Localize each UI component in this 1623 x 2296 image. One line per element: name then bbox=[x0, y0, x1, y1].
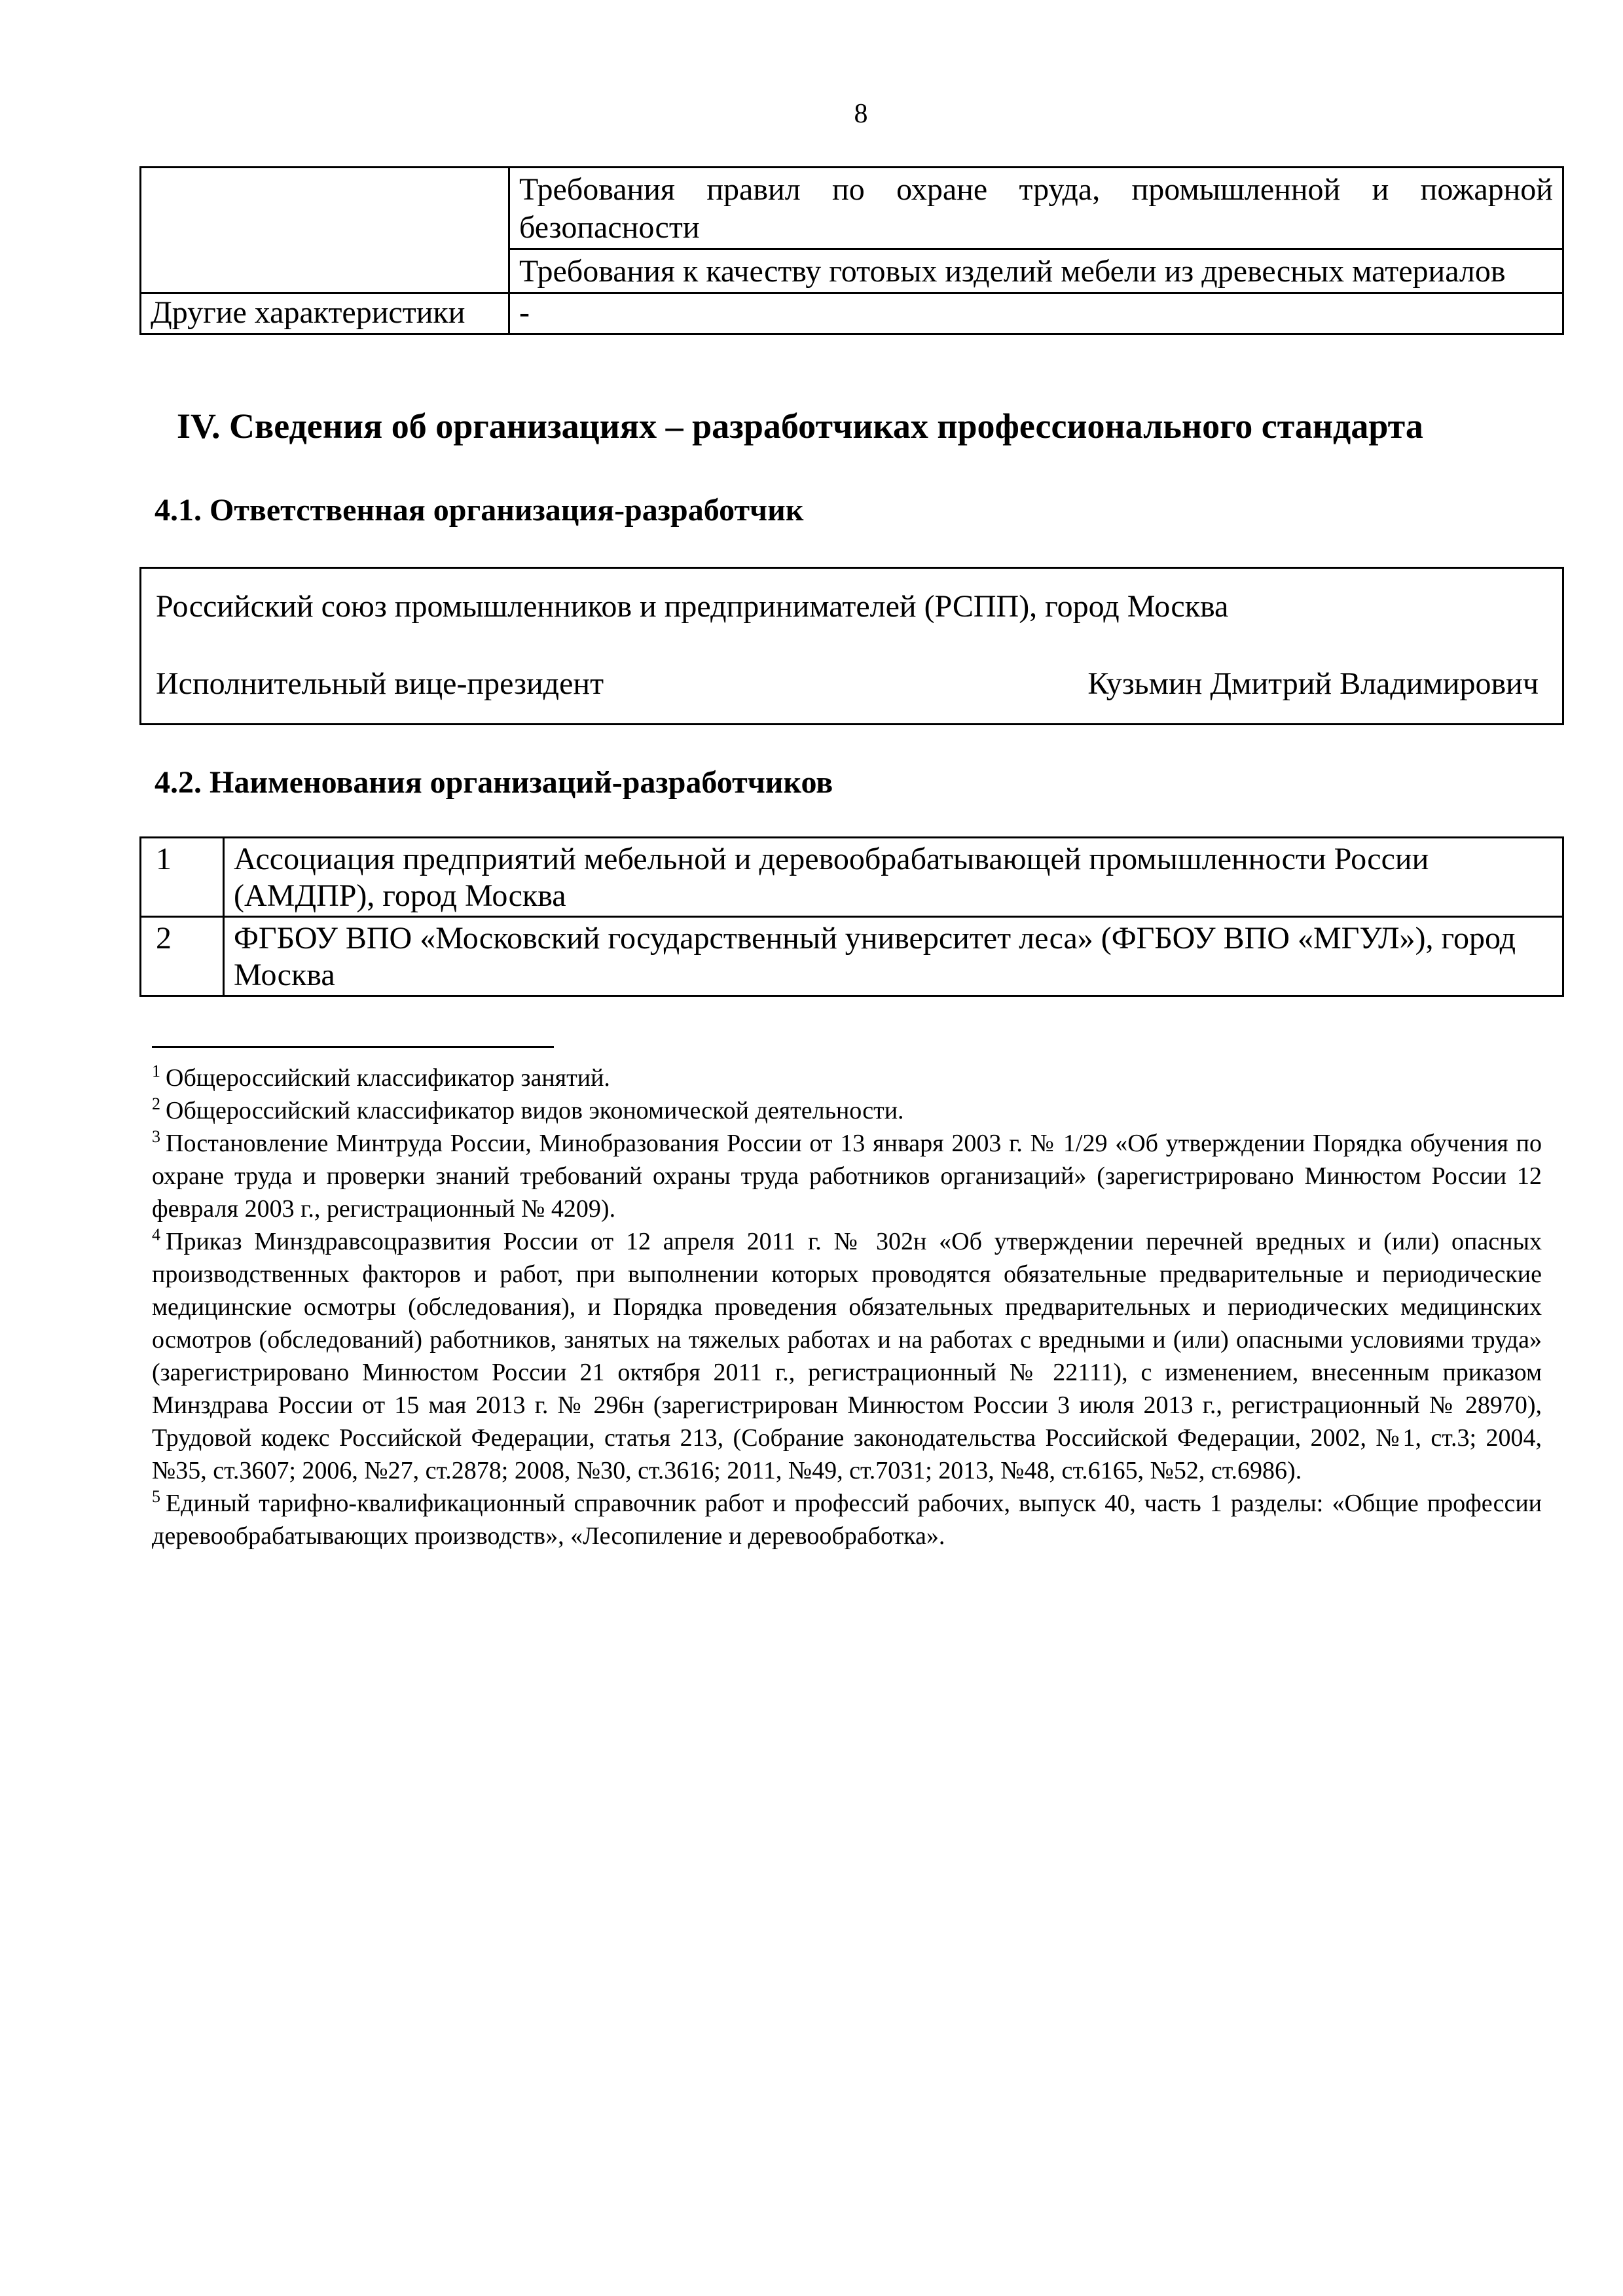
section-heading: IV. Сведения об организациях – разработчиках профессионального стандарта bbox=[177, 406, 1423, 446]
footnote bbox=[152, 1127, 1542, 1225]
footnote bbox=[152, 1487, 1542, 1552]
footnote-mark: 5 bbox=[152, 1487, 160, 1506]
footnote bbox=[152, 1094, 1542, 1127]
developer-name: ФГБОУ ВПО «Московский государственный университет леса» (ФГБОУ ВПО «МГУЛ»), город Москва bbox=[224, 917, 1563, 996]
characteristics-table bbox=[139, 166, 1564, 335]
footnote-text: Приказ Минздравсоцразвития России от 12 апреля 2011 г. № 302н «Об утверждении перечней вредных и (или) опасных производственных факторов и работ, при выполнении которых проводятся обязательные предварительные и периодические медицинские осмотры (обследования), и Порядка проведения обязательных предварительных и периодических медицинских осмотров (обследований) работников, занятых на тяжелых работах и на работах с вредными и (или) опасными условиями труда» (зарегистрировано Минюстом России 21 октября 2011 г., регистрационный № 22111), с изменением, внесенным приказом Минздрава России от 15 мая 2013 г. № 296н (зарегистрирован Минюстом России 3 июля 2013 г., регистрационный № 28970), Трудовой кодекс Российской Федерации, статья 213, (Собрание законодательства Российской Федерации, 2002, №1, ст.3; 2004, №35, ст.3607; 2006, №27, ст.2878; 2008, №30, ст.3616; 2011, №49, ст.7031; 2013, №48, ст.6165, №52, ст.6986). bbox=[152, 1228, 1542, 1484]
row-number: 2 bbox=[141, 917, 224, 996]
row-number: 1 bbox=[141, 838, 224, 917]
table-cell-label bbox=[141, 168, 509, 293]
footnote-separator bbox=[152, 1046, 554, 1048]
table-cell-value: - bbox=[509, 293, 1563, 334]
table-row bbox=[141, 168, 1563, 249]
table-row bbox=[141, 838, 1563, 917]
table-cell-value: Требования правил по охране труда, промышленной и пожарной безопасности bbox=[509, 168, 1563, 249]
footnote bbox=[152, 1225, 1542, 1487]
footnote-text: Общероссийский классификатор занятий. bbox=[166, 1064, 610, 1092]
footnote-text: Постановление Минтруда России, Минобразования России от 13 января 2003 г. № 1/29 «Об утверждении Порядка обучения по охране труда и проверки знаний требований охраны труда работников организаций» (зарегистрировано Минюстом России 12 февраля 2003 г., регистрационный № 4209). bbox=[152, 1130, 1542, 1223]
page-number: 8 bbox=[854, 99, 868, 129]
footnote-mark: 1 bbox=[152, 1062, 160, 1081]
footnote-mark: 3 bbox=[152, 1127, 160, 1146]
subsection-heading-developers: 4.2. Наименования организаций-разработчиков bbox=[155, 765, 833, 800]
developer-name: Ассоциация предприятий мебельной и деревообрабатывающей промышленности России (АМДПР), город Москва bbox=[224, 838, 1563, 917]
footnotes bbox=[152, 1062, 1542, 1552]
responsible-position: Исполнительный вице-президент bbox=[156, 666, 604, 701]
responsible-organization-box bbox=[139, 567, 1564, 725]
subsection-heading-responsible: 4.1. Ответственная организация-разработчик bbox=[155, 493, 804, 528]
footnote-text: Общероссийский классификатор видов экономической деятельности. bbox=[166, 1097, 904, 1124]
developers-table bbox=[139, 836, 1564, 997]
table-cell-value: Требования к качеству готовых изделий мебели из древесных материалов bbox=[509, 249, 1563, 293]
table-cell-label: Другие характеристики bbox=[141, 293, 509, 334]
table-row bbox=[141, 917, 1563, 996]
responsible-organization-name: Российский союз промышленников и предпринимателей (РСПП), город Москва bbox=[156, 589, 1229, 624]
footnote-mark: 2 bbox=[152, 1094, 160, 1113]
footnote bbox=[152, 1062, 1542, 1094]
footnote-text: Единый тарифно-квалификационный справочник работ и профессий рабочих, выпуск 40, часть 1 разделы: «Общие профессии деревообрабатывающих производств», «Лесопиление и деревообработка». bbox=[152, 1490, 1542, 1550]
responsible-person: Кузьмин Дмитрий Владимирович bbox=[1087, 666, 1539, 701]
footnote-mark: 4 bbox=[152, 1225, 160, 1244]
table-row bbox=[141, 293, 1563, 334]
